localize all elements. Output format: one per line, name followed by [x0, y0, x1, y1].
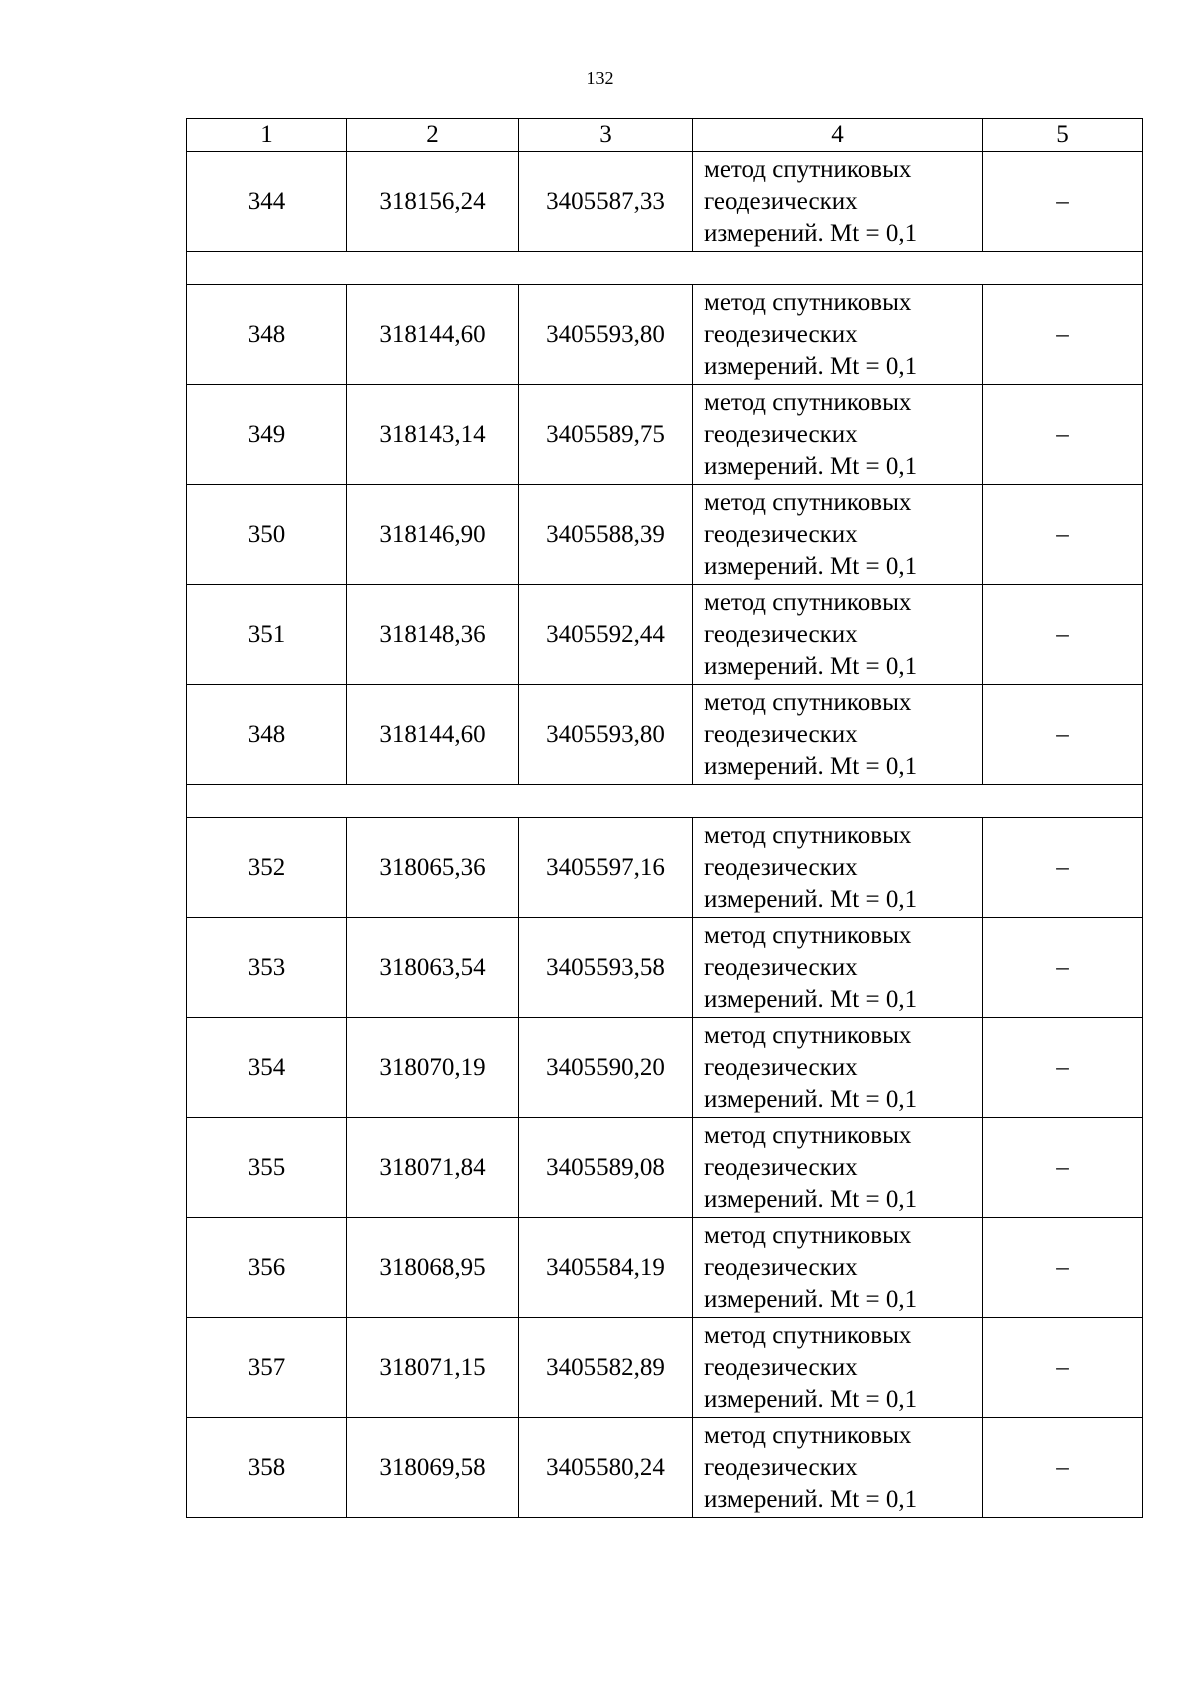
- method-cell: [693, 1018, 983, 1118]
- method-line: измерений. Mt = 0,1: [704, 1385, 918, 1413]
- column-header-4: 4: [693, 119, 983, 152]
- method-cell: [693, 1318, 983, 1418]
- method-line: метод спутниковых: [704, 821, 912, 849]
- method-line: геодезических: [704, 853, 858, 881]
- point-number-cell: 352: [187, 818, 347, 918]
- method-cell: [693, 385, 983, 485]
- method-cell: [693, 818, 983, 918]
- method-line: геодезических: [704, 1153, 858, 1181]
- method-line: метод спутниковых: [704, 155, 912, 183]
- method-line: геодезических: [704, 953, 858, 981]
- method-line: измерений. Mt = 0,1: [704, 552, 918, 580]
- note-cell: –: [983, 1118, 1143, 1218]
- table-row: [187, 152, 1143, 252]
- coordinates-table: [186, 118, 1143, 1518]
- x-coordinate-cell: 318148,36: [347, 585, 519, 685]
- point-number-cell: 357: [187, 1318, 347, 1418]
- point-number-cell: 349: [187, 385, 347, 485]
- x-coordinate-cell: 318068,95: [347, 1218, 519, 1318]
- note-cell: –: [983, 685, 1143, 785]
- y-coordinate-cell: 3405582,89: [519, 1318, 693, 1418]
- method-cell: [693, 285, 983, 385]
- method-line: измерений. Mt = 0,1: [704, 1185, 918, 1213]
- method-line: метод спутниковых: [704, 921, 912, 949]
- point-number-cell: 354: [187, 1018, 347, 1118]
- method-cell: [693, 485, 983, 585]
- note-cell: –: [983, 152, 1143, 252]
- y-coordinate-cell: 3405589,08: [519, 1118, 693, 1218]
- note-cell: –: [983, 1418, 1143, 1518]
- method-line: метод спутниковых: [704, 588, 912, 616]
- table-row: [187, 585, 1143, 685]
- method-line: метод спутниковых: [704, 388, 912, 416]
- point-number-cell: 356: [187, 1218, 347, 1318]
- method-line: геодезических: [704, 320, 858, 348]
- note-cell: –: [983, 1318, 1143, 1418]
- y-coordinate-cell: 3405580,24: [519, 1418, 693, 1518]
- method-line: геодезических: [704, 420, 858, 448]
- x-coordinate-cell: 318071,84: [347, 1118, 519, 1218]
- point-number-cell: 353: [187, 918, 347, 1018]
- method-line: геодезических: [704, 720, 858, 748]
- method-cell: [693, 1218, 983, 1318]
- method-cell: [693, 585, 983, 685]
- method-cell: [693, 918, 983, 1018]
- method-cell: [693, 1418, 983, 1518]
- table-row: [187, 1118, 1143, 1218]
- note-cell: –: [983, 285, 1143, 385]
- method-line: метод спутниковых: [704, 1321, 912, 1349]
- table-row: [187, 385, 1143, 485]
- method-line: геодезических: [704, 520, 858, 548]
- page-number: 132: [586, 68, 614, 88]
- x-coordinate-cell: 318143,14: [347, 385, 519, 485]
- method-line: измерений. Mt = 0,1: [704, 352, 918, 380]
- method-line: метод спутниковых: [704, 688, 912, 716]
- table-row: [187, 285, 1143, 385]
- point-number-cell: 344: [187, 152, 347, 252]
- note-cell: –: [983, 485, 1143, 585]
- note-cell: –: [983, 385, 1143, 485]
- x-coordinate-cell: 318071,15: [347, 1318, 519, 1418]
- point-number-cell: 355: [187, 1118, 347, 1218]
- method-line: геодезических: [704, 620, 858, 648]
- column-header-5: 5: [983, 119, 1143, 152]
- method-line: геодезических: [704, 1453, 858, 1481]
- table-row: [187, 918, 1143, 1018]
- method-line: метод спутниковых: [704, 1221, 912, 1249]
- y-coordinate-cell: 3405589,75: [519, 385, 693, 485]
- y-coordinate-cell: 3405587,33: [519, 152, 693, 252]
- x-coordinate-cell: 318069,58: [347, 1418, 519, 1518]
- x-coordinate-cell: 318146,90: [347, 485, 519, 585]
- y-coordinate-cell: 3405584,19: [519, 1218, 693, 1318]
- method-line: измерений. Mt = 0,1: [704, 1285, 918, 1313]
- y-coordinate-cell: 3405593,80: [519, 685, 693, 785]
- method-line: измерений. Mt = 0,1: [704, 1485, 918, 1513]
- x-coordinate-cell: 318070,19: [347, 1018, 519, 1118]
- method-line: метод спутниковых: [704, 1021, 912, 1049]
- note-cell: –: [983, 1218, 1143, 1318]
- method-line: метод спутниковых: [704, 1121, 912, 1149]
- y-coordinate-cell: 3405593,58: [519, 918, 693, 1018]
- method-line: измерений. Mt = 0,1: [704, 452, 918, 480]
- y-coordinate-cell: 3405588,39: [519, 485, 693, 585]
- table-row: [187, 1318, 1143, 1418]
- method-line: измерений. Mt = 0,1: [704, 752, 918, 780]
- note-cell: –: [983, 818, 1143, 918]
- table-row: [187, 1418, 1143, 1518]
- group-separator-cell: [187, 252, 1143, 285]
- table-row: [187, 1018, 1143, 1118]
- point-number-cell: 358: [187, 1418, 347, 1518]
- method-line: геодезических: [704, 1353, 858, 1381]
- note-cell: –: [983, 918, 1143, 1018]
- point-number-cell: 348: [187, 685, 347, 785]
- method-cell: [693, 685, 983, 785]
- note-cell: –: [983, 1018, 1143, 1118]
- method-line: измерений. Mt = 0,1: [704, 1085, 918, 1113]
- table-row: [187, 685, 1143, 785]
- table-row: [187, 485, 1143, 585]
- method-line: метод спутниковых: [704, 488, 912, 516]
- method-line: измерений. Mt = 0,1: [704, 985, 918, 1013]
- header-row: [187, 119, 1143, 152]
- group-separator-row: [187, 252, 1143, 285]
- method-line: метод спутниковых: [704, 1421, 912, 1449]
- method-line: измерений. Mt = 0,1: [704, 885, 918, 913]
- y-coordinate-cell: 3405593,80: [519, 285, 693, 385]
- x-coordinate-cell: 318065,36: [347, 818, 519, 918]
- column-header-2: 2: [347, 119, 519, 152]
- x-coordinate-cell: 318144,60: [347, 285, 519, 385]
- group-separator-cell: [187, 785, 1143, 818]
- y-coordinate-cell: 3405592,44: [519, 585, 693, 685]
- method-cell: [693, 152, 983, 252]
- method-line: измерений. Mt = 0,1: [704, 219, 918, 247]
- y-coordinate-cell: 3405590,20: [519, 1018, 693, 1118]
- column-header-3: 3: [519, 119, 693, 152]
- point-number-cell: 350: [187, 485, 347, 585]
- group-separator-row: [187, 785, 1143, 818]
- method-line: измерений. Mt = 0,1: [704, 652, 918, 680]
- x-coordinate-cell: 318063,54: [347, 918, 519, 1018]
- table-body: [187, 119, 1143, 1518]
- x-coordinate-cell: 318144,60: [347, 685, 519, 785]
- method-line: метод спутниковых: [704, 288, 912, 316]
- note-cell: –: [983, 585, 1143, 685]
- point-number-cell: 351: [187, 585, 347, 685]
- method-line: геодезических: [704, 1053, 858, 1081]
- x-coordinate-cell: 318156,24: [347, 152, 519, 252]
- table-row: [187, 1218, 1143, 1318]
- method-cell: [693, 1118, 983, 1218]
- column-header-1: 1: [187, 119, 347, 152]
- point-number-cell: 348: [187, 285, 347, 385]
- y-coordinate-cell: 3405597,16: [519, 818, 693, 918]
- method-line: геодезических: [704, 187, 858, 215]
- table-row: [187, 818, 1143, 918]
- method-line: геодезических: [704, 1253, 858, 1281]
